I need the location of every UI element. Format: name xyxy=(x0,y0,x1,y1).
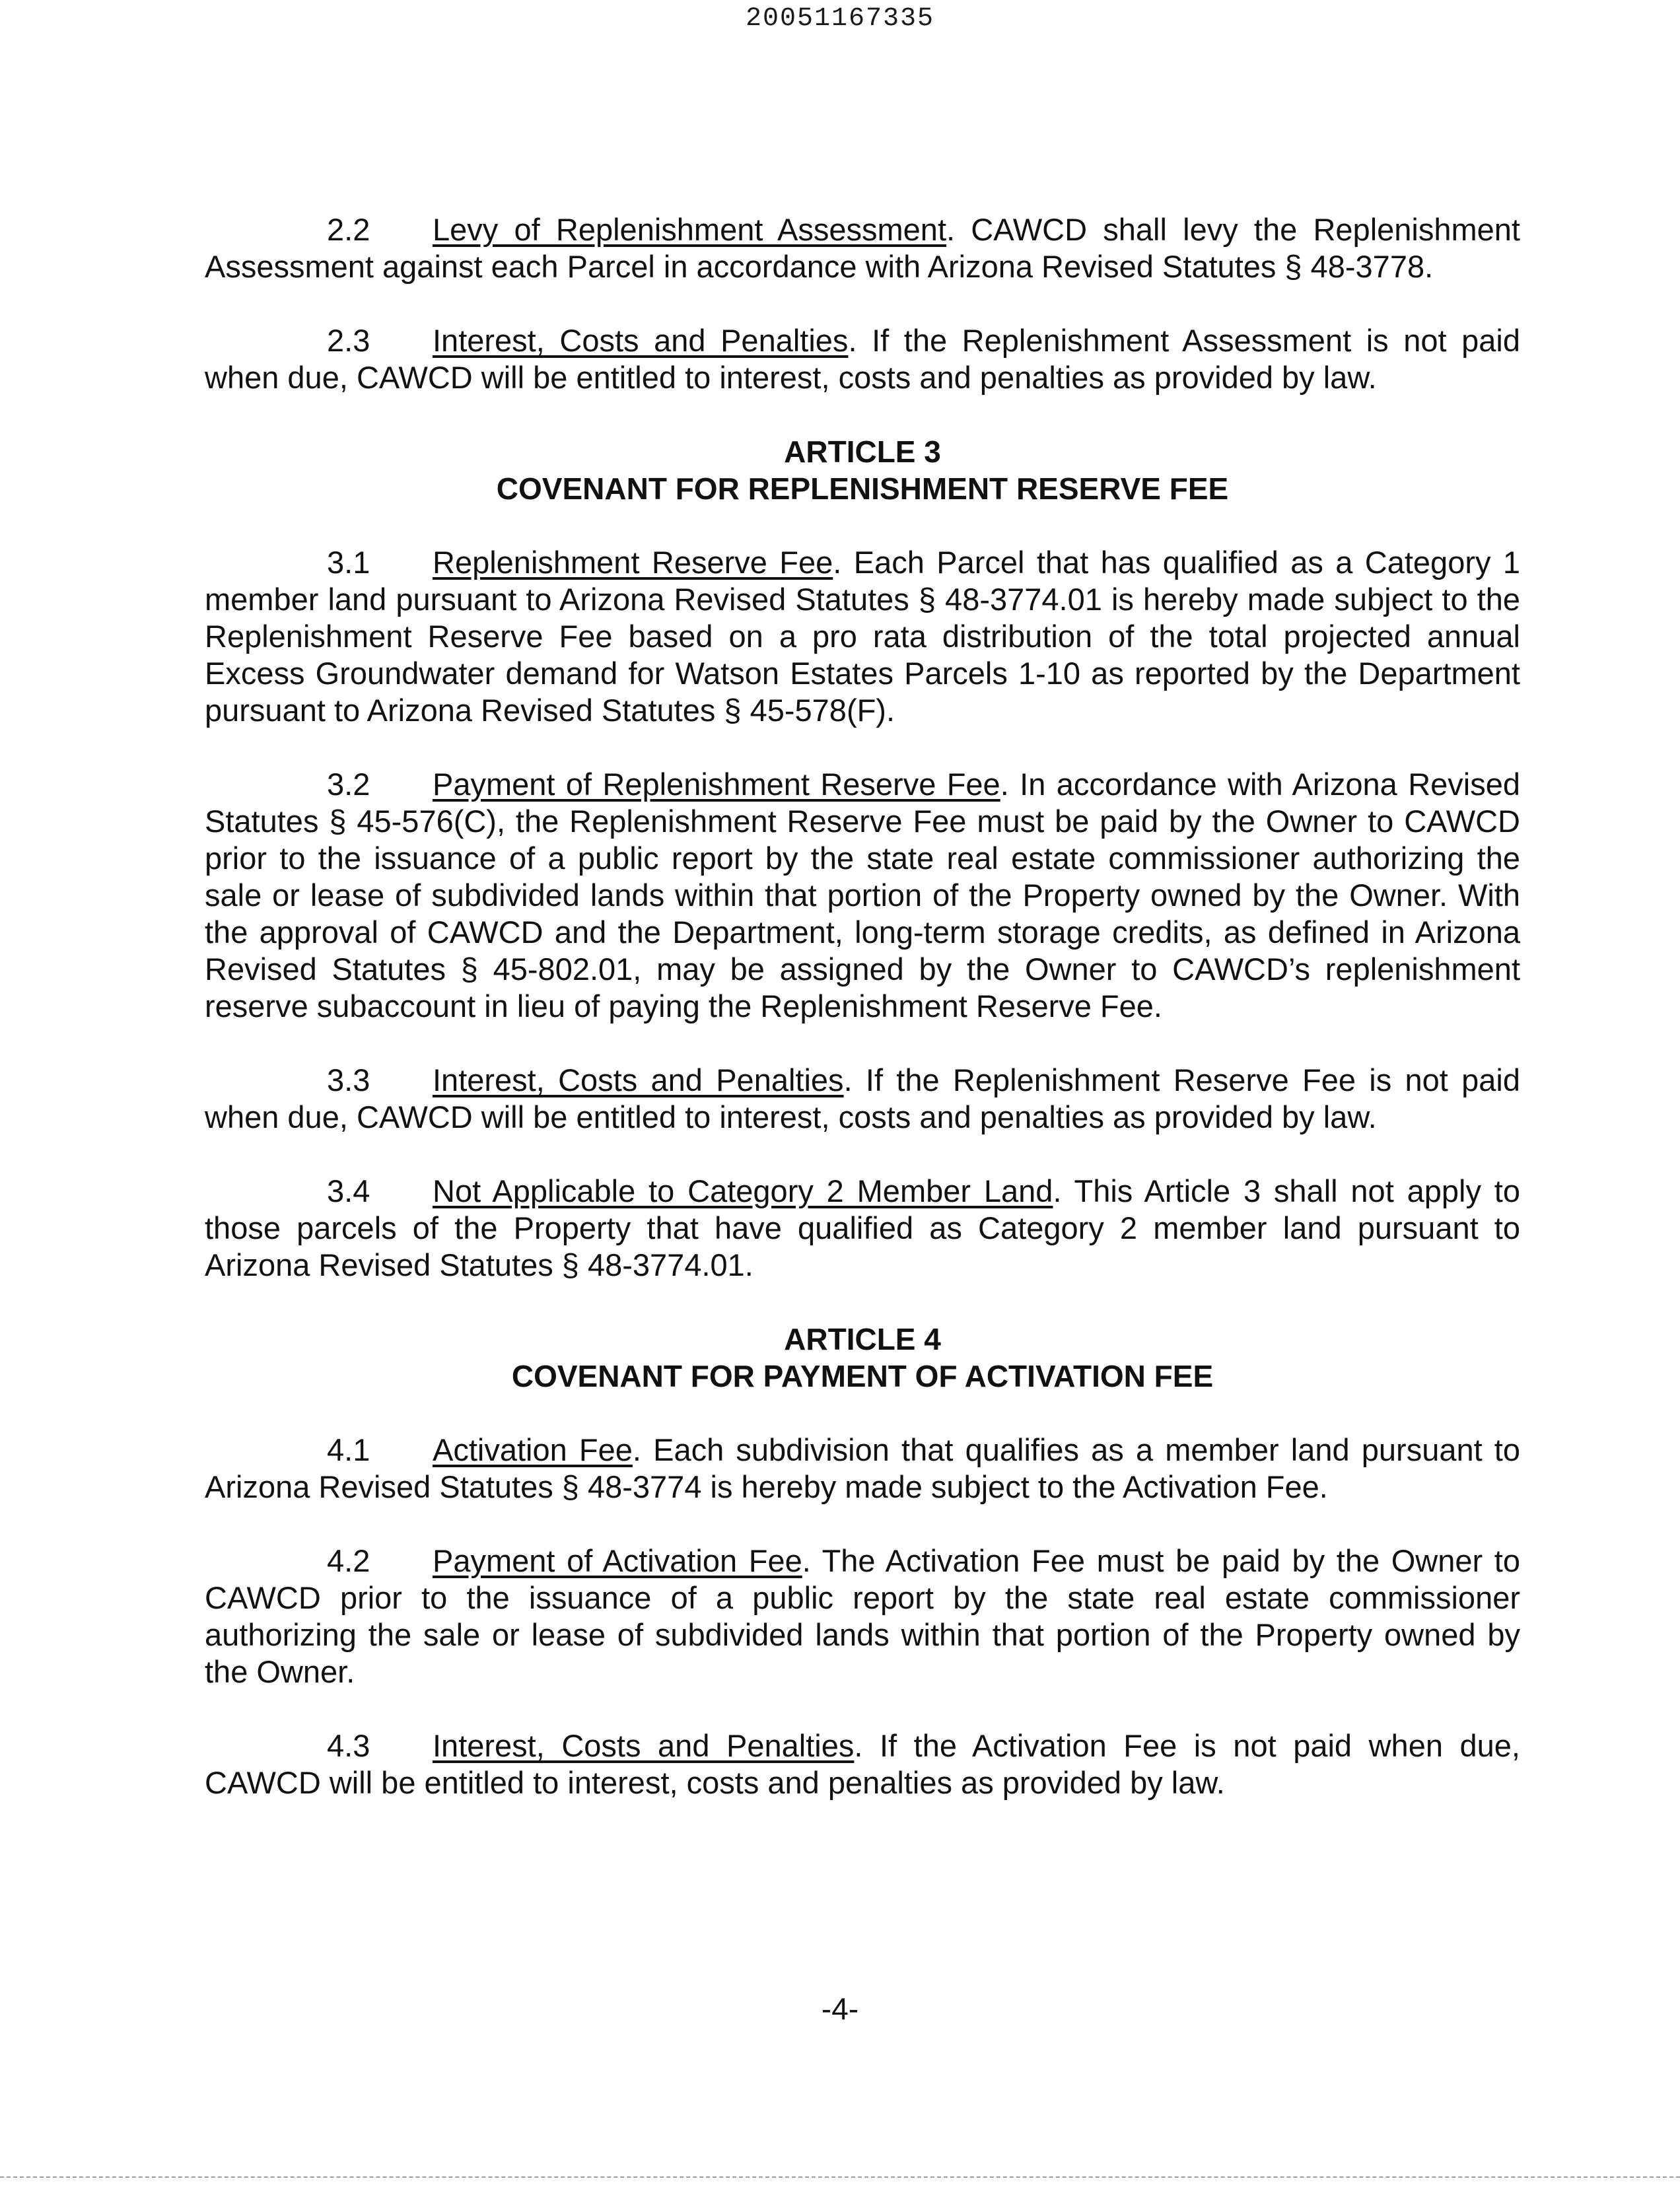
section-text: . If the Activation Fee is not paid when due, CAWCD will be entitled to interest, costs and penalties as provided by law. xyxy=(205,1728,1520,1800)
section-number: 2.3 xyxy=(327,323,370,358)
section-text: . Each subdivision that qualifies as a member land pursuant to Arizona Revised Statutes § 48-3774 is hereby made subject to the Activation Fee. xyxy=(205,1432,1521,1504)
section-number: 4.1 xyxy=(327,1432,370,1467)
article-number: ARTICLE 4 xyxy=(784,1322,941,1356)
section-number: 3.2 xyxy=(327,767,370,802)
section-number: 3.1 xyxy=(327,545,370,580)
section-title: Interest, Costs and Penalties xyxy=(433,323,849,358)
section-2-3 xyxy=(205,322,1520,396)
section-text: . The Activation Fee must be paid by the Owner to CAWCD prior to the issuance of a public report by the state real estate commissioner authorizing the sale or lease of subdivided lands within that portion of the Property owned by the Owner. xyxy=(205,1543,1520,1689)
section-4-3 xyxy=(205,1727,1520,1801)
section-3-3 xyxy=(205,1062,1520,1136)
section-title: Payment of Replenishment Reserve Fee xyxy=(433,767,1000,802)
article-title: COVENANT FOR PAYMENT OF ACTIVATION FEE xyxy=(511,1359,1214,1393)
article-number: ARTICLE 3 xyxy=(784,434,941,469)
section-3-1 xyxy=(205,544,1520,729)
section-title: Interest, Costs and Penalties xyxy=(433,1728,855,1763)
section-text: . This Article 3 shall not apply to those parcels of the Property that have qualified as Category 2 member land pursuant to Arizona Revised Statutes § 48-3774.01. xyxy=(205,1173,1520,1282)
section-3-2 xyxy=(205,766,1520,1025)
section-number: 4.3 xyxy=(327,1728,370,1763)
document-body xyxy=(205,211,1520,1838)
section-title: Payment of Activation Fee xyxy=(433,1543,802,1578)
section-text: . If the Replenishment Assessment is not paid when due, CAWCD will be entitled to interest, costs and penalties as provided by law. xyxy=(205,323,1520,395)
section-4-1 xyxy=(205,1432,1520,1506)
section-title: Activation Fee xyxy=(433,1432,633,1467)
article-3-heading xyxy=(205,433,1520,507)
article-title: COVENANT FOR REPLENISHMENT RESERVE FEE xyxy=(496,471,1229,506)
section-number: 3.4 xyxy=(327,1173,370,1208)
article-4-heading xyxy=(205,1321,1520,1395)
section-text: . If the Replenishment Reserve Fee is not paid when due, CAWCD will be entitled to interest, costs and penalties as provided by law. xyxy=(205,1062,1520,1134)
section-text: . Each Parcel that has qualified as a Category 1 member land pursuant to Arizona Revised Statutes § 48-3774.01 is hereby made subject to the Replenishment Reserve Fee based on a pro rata distribution of the total projected annual Excess Groundwater demand for Watson Estates Parcels 1-10 as reported by the Department pursuant to Arizona Revised Statutes § 45-578(F). xyxy=(205,545,1521,728)
section-number: 4.2 xyxy=(327,1543,370,1578)
section-text: . CAWCD shall levy the Replenishment Assessment against each Parcel in accordance with Arizona Revised Statutes § 48-3778. xyxy=(205,212,1520,284)
page-number: -4- xyxy=(821,1992,859,2026)
section-title: Interest, Costs and Penalties xyxy=(433,1062,844,1097)
section-title: Replenishment Reserve Fee xyxy=(433,545,833,580)
section-number: 2.2 xyxy=(327,212,370,247)
section-2-2 xyxy=(205,211,1520,285)
scan-edge-divider xyxy=(0,2176,1680,2178)
recording-number: 20051167335 xyxy=(745,4,935,34)
section-number: 3.3 xyxy=(327,1062,370,1097)
section-title: Not Applicable to Category 2 Member Land xyxy=(433,1173,1053,1208)
section-text: . In accordance with Arizona Revised Statutes § 45-576(C), the Replenishment Reserve Fee must be paid by the Owner to CAWCD prior to the issuance of a public report by the state real estate commissioner authorizing the sale or lease of subdivided lands within that portion of the Property owned by the Owner. With the approval of CAWCD and the Department, long-term storage credits, as defined in Arizona Revised Statutes § 45-802.01, may be assigned by the Owner to CAWCD’s replenishment reserve subaccount in lieu of paying the Replenishment Reserve Fee. xyxy=(205,767,1520,1024)
section-3-4 xyxy=(205,1173,1520,1284)
section-4-2 xyxy=(205,1543,1520,1690)
section-title: Levy of Replenishment Assessment xyxy=(433,212,946,247)
